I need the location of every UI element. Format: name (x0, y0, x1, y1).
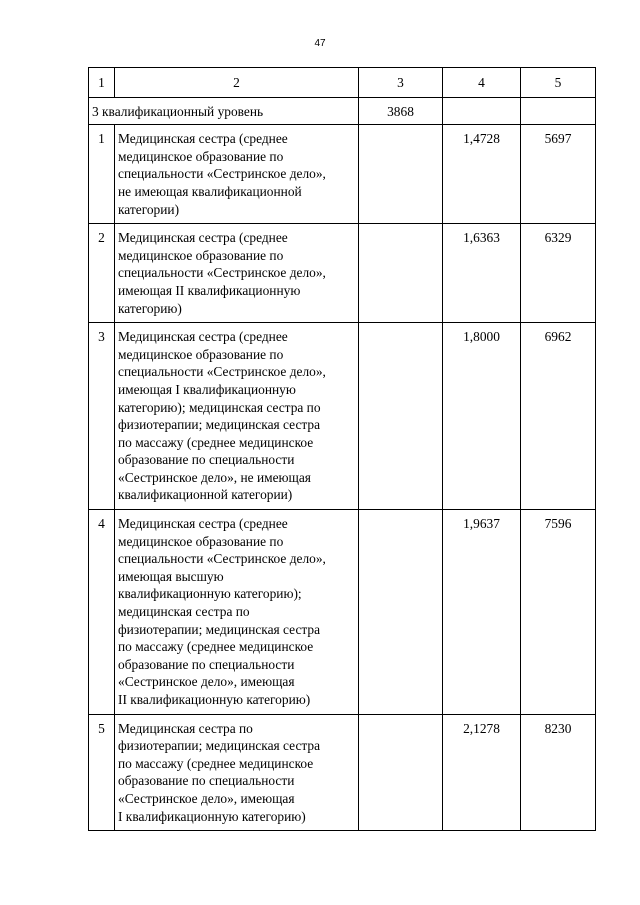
description-line: Медицинская сестра (среднее (118, 230, 288, 246)
salary: 6329 (521, 224, 596, 323)
description-line: медицинская сестра по (118, 604, 250, 620)
description-line: по массажу (среднее медицинское (118, 434, 314, 450)
description-line: категорию) (118, 300, 182, 316)
description-line: по массажу (среднее медицинское (118, 639, 314, 655)
position-description (115, 224, 359, 323)
description-line: имеющая высшую (118, 568, 224, 584)
description-line: образование по специальности (118, 773, 295, 789)
table-row (89, 714, 596, 831)
empty-cell (359, 125, 443, 224)
description-line: специальности «Сестринское дело», (118, 265, 326, 281)
salary-table (88, 67, 596, 831)
qualification-level-title: 3 квалификационный уровень (89, 97, 359, 125)
page-number: 47 (314, 38, 326, 49)
description-line: медицинское образование по (118, 247, 284, 263)
description-line: не имеющая квалификационной (118, 183, 302, 199)
description-line: Медицинская сестра (среднее (118, 131, 288, 147)
coefficient: 1,4728 (443, 125, 521, 224)
table-row (89, 125, 596, 224)
description-line: специальности «Сестринское дело», (118, 364, 326, 380)
empty-cell (359, 224, 443, 323)
empty-cell (359, 510, 443, 715)
description-line: специальности «Сестринское дело», (118, 551, 326, 567)
coefficient: 2,1278 (443, 714, 521, 831)
header-cell-5: 5 (521, 68, 596, 98)
salary: 6962 (521, 323, 596, 510)
empty-cell (443, 97, 521, 125)
row-number: 2 (89, 224, 115, 323)
row-number: 5 (89, 714, 115, 831)
qualification-level-row (89, 97, 596, 125)
description-line: физиотерапии; медицинская сестра (118, 738, 321, 754)
header-cell-2: 2 (115, 68, 359, 98)
position-description (115, 510, 359, 715)
row-number: 1 (89, 125, 115, 224)
empty-cell (521, 97, 596, 125)
qualification-level-base-salary: 3868 (359, 97, 443, 125)
description-line: по массажу (среднее медицинское (118, 755, 314, 771)
description-line: «Сестринское дело», не имеющая (118, 469, 311, 485)
description-line: Медицинская сестра (среднее (118, 516, 288, 532)
coefficient: 1,9637 (443, 510, 521, 715)
description-line: образование по специальности (118, 656, 295, 672)
position-description (115, 323, 359, 510)
description-line: физиотерапии; медицинская сестра (118, 621, 321, 637)
table-row (89, 323, 596, 510)
description-line: категорию); медицинская сестра по (118, 399, 321, 415)
description-line: I квалификационную категорию) (118, 808, 306, 824)
description-line: «Сестринское дело», имеющая (118, 674, 295, 690)
row-number: 3 (89, 323, 115, 510)
empty-cell (359, 714, 443, 831)
salary: 7596 (521, 510, 596, 715)
empty-cell (359, 323, 443, 510)
coefficient: 1,6363 (443, 224, 521, 323)
salary: 8230 (521, 714, 596, 831)
salary: 5697 (521, 125, 596, 224)
description-line: медицинское образование по (118, 533, 284, 549)
header-cell-1: 1 (89, 68, 115, 98)
description-line: «Сестринское дело», имеющая (118, 790, 295, 806)
description-line: медицинское образование по (118, 148, 284, 164)
header-cell-3: 3 (359, 68, 443, 98)
description-line: имеющая II квалификационную (118, 282, 301, 298)
description-line: Медицинская сестра (среднее (118, 329, 288, 345)
description-line: имеющая I квалификационную (118, 381, 296, 397)
description-line: медицинское образование по (118, 346, 284, 362)
description-line: образование по специальности (118, 452, 295, 468)
table-row (89, 510, 596, 715)
description-line: квалификационной категории) (118, 487, 293, 503)
row-number: 4 (89, 510, 115, 715)
coefficient: 1,8000 (443, 323, 521, 510)
position-description (115, 125, 359, 224)
description-line: специальности «Сестринское дело», (118, 166, 326, 182)
description-line: Медицинская сестра по (118, 720, 253, 736)
position-description (115, 714, 359, 831)
header-cell-4: 4 (443, 68, 521, 98)
table-row (89, 224, 596, 323)
description-line: II квалификационную категорию) (118, 692, 311, 707)
description-line: физиотерапии; медицинская сестра (118, 417, 321, 433)
description-line: категории) (118, 201, 180, 217)
description-line: квалификационную категорию); (118, 586, 302, 602)
table-header-row (89, 68, 596, 98)
